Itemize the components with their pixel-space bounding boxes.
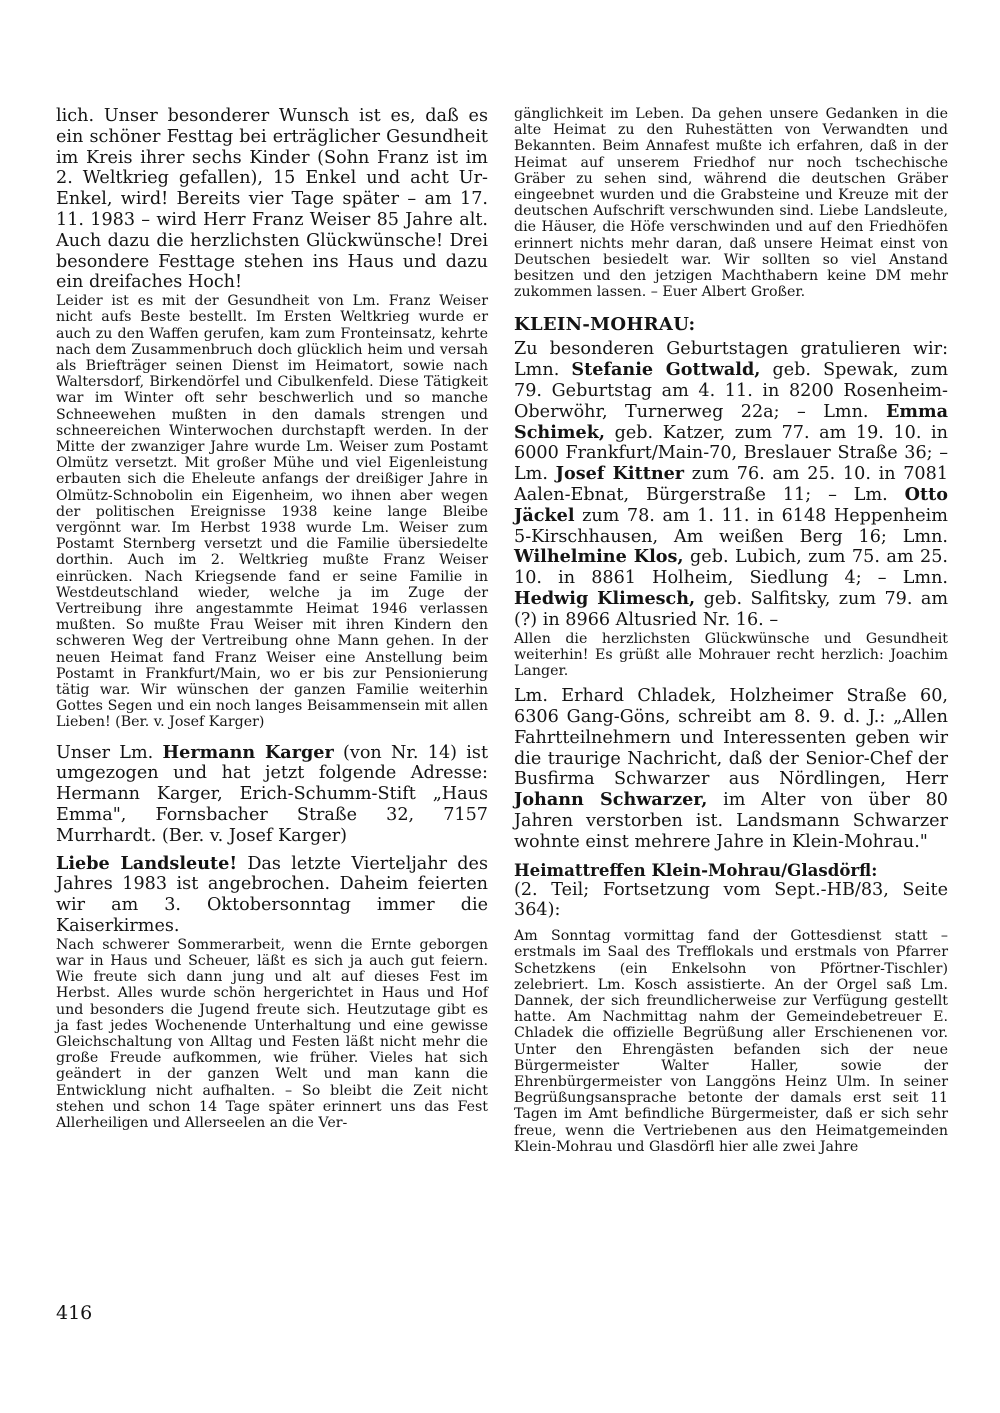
text: im Alter von über 80 Jahren verstorben ist. Landsmann Schwarzer wohnte einst mehrere Jahre in Klein-Mohrau."	[514, 790, 948, 852]
greeting: Liebe Landsleute!	[56, 852, 238, 874]
paragraph-obituary	[514, 686, 948, 852]
paragraph-kirmes-memories: Nach schwerer Sommerarbeit, wenn die Ernte geborgen war in Haus und Scheuer, läßt es sich ja auch gut feiern. Wie freute sich dann jung und alt auf dieses Fest im Herbst. Alles wurde schön hergerichtet in Haus und Hof und besonders die Jugend freute sich. Heutzutage gibt es ja fast jedes Wochenende Unterhaltung und eine gewisse Gleichschaltung von Alltag und Festen läßt nicht mehr die große Freude aufkommen, wie früher. Vieles hat sich geändert in der ganzen Welt und man kann die Entwicklung nicht aufhalten. – So bleibt die Zeit nicht stehen und schon 14 Tage später erinnert uns das Fest Allerheiligen und Allerseelen an die Ver-	[56, 936, 488, 1132]
right-column	[514, 106, 948, 1155]
continuation-note: (2. Teil; Fortsetzung vom Sept.-HB/83, Seite 364):	[514, 879, 948, 921]
text: Lm. Erhard Chladek, Holzheimer Straße 60, 6306 Gang-Göns, schreibt am 8. 9. d. J.: „Allen Fahrtteilnehmern und Interessenten geben wir die traurige Nachricht, daß der Senior-Chef der Busfirma Schwarzer aus Nördlingen, Herr	[514, 686, 948, 790]
person-name: Josef Kittner	[555, 463, 685, 485]
person-name: Hedwig Klimesch,	[514, 588, 696, 609]
paragraph-karger-address	[56, 743, 488, 847]
paragraph-kaiserkirmes	[56, 854, 488, 937]
paragraph-birthday-wishes: lich. Unser besonderer Wunsch ist es, daß es ein schöner Festtag bei erträglicher Gesundheit im Kreis ihrer sechs Kinder (Sohn Franz ist im 2. Weltkrieg gefallen), 15 Enkel und acht Ur-Enkel, wird! Bereits vier Tage später – am 17. 11. 1983 – wird Herr Franz Weiser 85 Jahre alt. Auch dazu die herzlichsten Glückwünsche! Drei besondere Festtage stehen ins Haus und dazu ein dreifaches Hoch!	[56, 106, 488, 293]
person-name: Johann Schwarzer,	[514, 789, 708, 811]
text: geb. Lubich, zum 75. am 25. 10. in 8861 Holheim, Siedlung 4; – Lmn.	[514, 547, 949, 589]
page-number: 416	[56, 1302, 93, 1324]
person-name: Emma Schimek,	[514, 400, 949, 443]
person-name: Wilhelmine Klos,	[514, 546, 684, 568]
paragraph-weiser-biography: Leider ist es mit der Gesundheit von Lm. Franz Weiser nicht aufs Beste bestellt. Im Ersten Weltkrieg wurde er auch zu den Waffen gerufen, kam zum Fronteinsatz, kehrte nach dem Zusammenbruch doch glücklich heim und versah als Briefträger seinen Dienst im Heimatort, sowie nach Waltersdorf, Birkendörfel und Cibulkenfeld. Diese Tätigkeit war im Winter oft sehr beschwerlich und so manche Schneewehen mußten in den damals strengen und schneereichen Winterwochen durchstapft werden. In der Mitte der zwanziger Jahre wurde Lm. Weiser zum Postamt Olmütz versetzt. Mit großer Mühe und viel Eigenleistung erbauten sich die Eheleute anfangs der dreißiger Jahre in Olmütz-Schnobolin ein Eigenheim, wo ihnen aber wegen der politischen Ereignisse 1938 keine lange Bleibe vergönnt war. Im Herbst 1938 wurde Lm. Weiser zum Postamt Sternberg versetzt und die Familie übersiedelte dorthin. Auch im 2. Weltkrieg mußte Franz Weiser einrücken. Nach Kriegsende fand er seine Familie in Westdeutschland wieder, welche ja im Zuge der Vertreibung ihre angestammte Heimat 1946 verlassen mußten. So mußte Frau Weiser mit ihren Kindern den schweren Weg der Vertreibung ohne Mann gehen. In der neuen Heimat fand Franz Weiser eine Anstellung beim Postamt in Frankfurt/Main, wo er bis zur Pensionierung tätig war. Wir wünschen der ganzen Familie weiterhin Gottes Segen und ein noch langes Beisammensein mit allen Lieben! (Ber. v. Josef Karger)	[56, 293, 488, 731]
person-name: Stefanie Gottwald,	[571, 359, 761, 381]
subheading-heimattreffen: Heimattreffen Klein-Mohrau/Glasdörfl:	[514, 859, 878, 880]
person-name: Hermann Karger	[162, 741, 334, 763]
paragraph-greetings: Allen die herzlichsten Glückwünsche und Gesundheit weiterhin! Es grüßt alle Mohrauer recht herzlich: Joachim Langer.	[514, 630, 948, 679]
text: (von Nr. 14) ist umgezogen und hat jetzt folgende Adresse: Hermann Karger, Erich-Schumm-Stift „Haus Emma", Fornsbacher Straße 32, 7157 Murrhardt. (Ber. v. Josef Karger)	[56, 742, 489, 846]
left-column	[56, 106, 488, 1131]
text: geb. Spewak, zum 79. Geburtstag am 4. 11. in 8200 Rosenheim-Oberwöhr, Turnerweg 22a; – Lmn.	[514, 360, 949, 422]
text: zum 78. am 1. 11. in 6148 Heppenheim 5-Kirschhausen, Am weißen Berg 16; Lmn.	[514, 505, 948, 547]
text: zum 76. am 25. 10. in 7081 Aalen-Ebnat, Bürgerstraße 11; – Lm.	[514, 464, 949, 506]
text: geb. Katzer, zum 77. am 19. 10. in 6000 Frankfurt/Main-70, Breslauer Straße 36; – Lm.	[514, 422, 948, 485]
text: Unser Lm.	[56, 742, 154, 763]
paragraph-birthdays	[514, 339, 948, 630]
paragraph-graves: gänglichkeit im Leben. Da gehen unsere Gedanken in die alte Heimat zu den Ruhestätten von Verwandten und Bekannten. Beim Annafest mußte ich erfahren, daß in der Heimat auf unserem Friedhof nur noch tschechische Gräber zu sehen sind, während die deutschen Gräber eingeebnet wurden und die Grabsteine und Kreuze mit der deutschen Aufschrift verschwunden sind. Liebe Landsleute, die Häuser, die Höfe verschwinden und auf den Friedhöfen erinnert nichts mehr daran, daß unsere Heimat einst von Deutschen besiedelt war. Wir sollten so viel Anstand besitzen und den jetzigen Machthabern keine DM mehr zukommen lassen. – Euer Albert Großer.	[514, 106, 948, 301]
person-name: Otto Jäckel	[514, 484, 948, 526]
text: Zu besonderen Geburtstagen gratulieren wir: Lmn.	[514, 339, 948, 381]
text: geb. Salfitsky, zum 79. am (?) in 8966 Altusried Nr. 16. –	[514, 589, 948, 630]
paragraph-gottesdienst: Am Sonntag vormittag fand der Gottesdienst statt – erstmals im Saal des Trefflokals und erstmals von Pfarrer Schetzkens (ein Enkelsohn von Pförtner-Tischler) zelebriert. Lm. Kosch assistierte. An der Orgel saß Lm. Dannek, der sich freundlicherweise zur Verfügung gestellt hatte. Am Nachmittag nahm der Gemeindebetreuer E. Chladek die offizielle Begrüßung aller Erschienenen vor. Unter den Ehrengästen befanden sich der neue Bürgermeister Walter Haller, sowie der Ehrenbürgermeister von Langgöns Heinz Ulm. In seiner Begrüßungsansprache betonte der damals erst seit 11 Tagen im Amt befindliche Bürgermeister, daß er sich sehr freue, wenn die Vertriebenen aus den Heimatgemeinden Klein-Mohrau und Glasdörfl hier alle zwei Jahre	[514, 928, 948, 1155]
text: Das letzte Vierteljahr des Jahres 1983 ist angebrochen. Daheim feierten wir am 3. Oktobersonntag immer die Kaiserkirmes.	[56, 853, 488, 937]
section-heading-klein-mohrau: KLEIN-MOHRAU:	[514, 314, 696, 336]
